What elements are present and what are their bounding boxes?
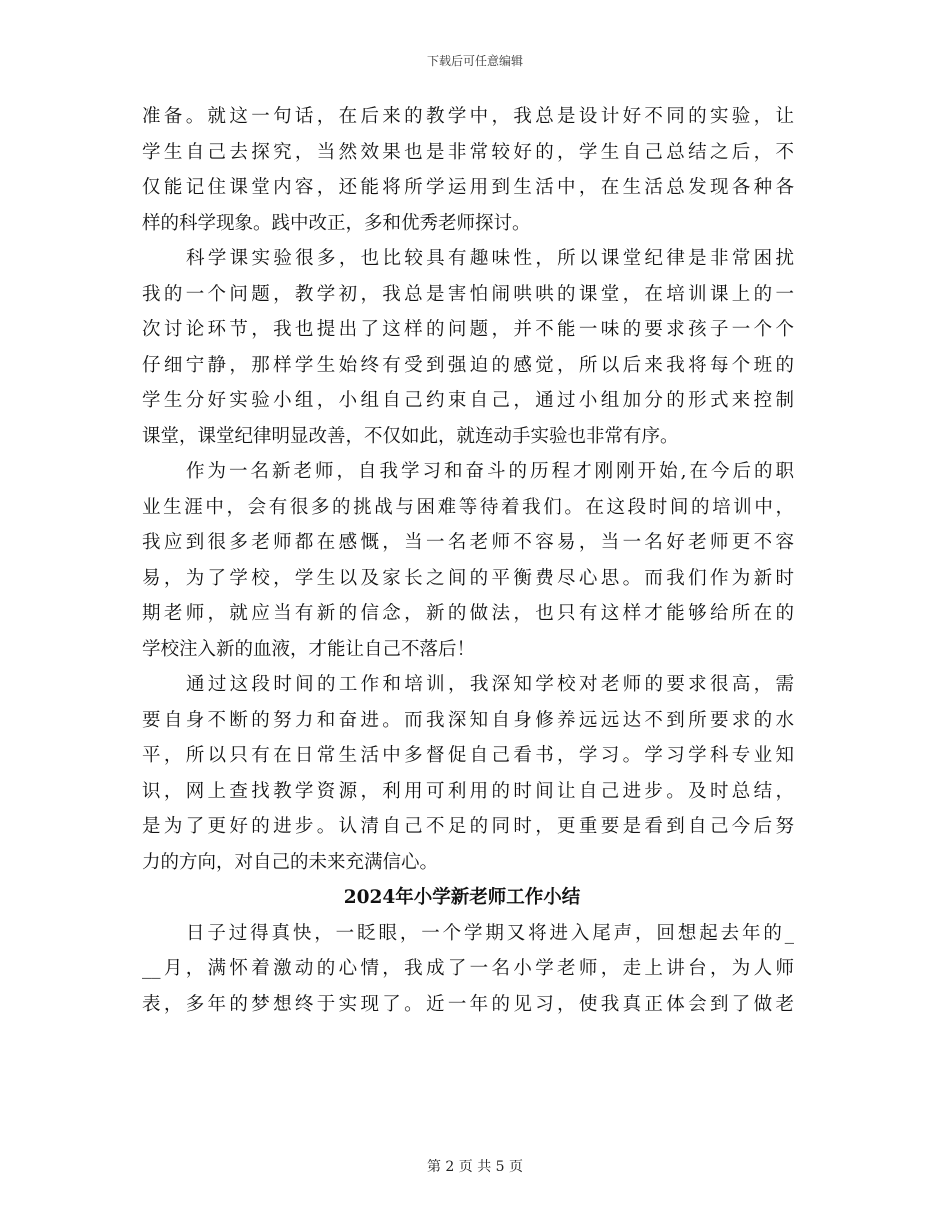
text-line: 我的一个问题，教学初，我总是害怕闹哄哄的课堂，在培训课上的一 xyxy=(142,283,794,305)
text-line: 我应到很多老师都在感慨，当一名老师不容易，当一名好老师更不容 xyxy=(142,532,794,553)
paragraph-3 xyxy=(142,454,794,667)
text-line: 易，为了学校，学生以及家长之间的平衡费尽心思。而我们作为新时 xyxy=(142,567,794,589)
text-line: 日子过得真快，一眨眼，一个学期又将进入尾声，回想起去年的_ xyxy=(186,922,794,944)
text-line: __月，满怀着激动的心情，我成了一名小学老师，走上讲台，为人师 xyxy=(142,958,794,979)
paragraph-5 xyxy=(142,916,794,1023)
text-line: 次讨论环节，我也提出了这样的问题，并不能一味的要求孩子一个个 xyxy=(142,319,794,340)
text-line: 作为一名新老师，自我学习和奋斗的历程才刚刚开始,在今后的职 xyxy=(186,461,794,482)
text-line: 学校注入新的血液，才能让自己不落后！ xyxy=(142,638,476,660)
section-title: 2024年小学新老师工作小结 xyxy=(343,887,581,908)
paragraph-4 xyxy=(142,667,794,880)
text-line: 仅能记住课堂内容，还能将所学运用到生活中，在生活总发现各种各 xyxy=(142,177,794,198)
paragraph-2 xyxy=(142,241,794,454)
text-line: 力的方向，对自己的未来充满信心。 xyxy=(142,851,439,873)
text-line: 平，所以只有在日常生活中多督促自己看书，学习。学习学科专业知 xyxy=(142,745,794,766)
page-number: 第 2 页 共 5 页 xyxy=(426,1159,524,1175)
text-line: 业生涯中，会有很多的挑战与困难等待着我们。在这段时间的培训中， xyxy=(142,496,794,518)
text-line: 是为了更好的进步。认清自己不足的同时，更重要是看到自己今后努 xyxy=(142,816,794,837)
document-body xyxy=(142,99,794,1022)
text-line: 准备。就这一句话，在后来的教学中，我总是设计好不同的实验，让 xyxy=(142,106,794,127)
text-line: 科学课实验很多，也比较具有趣味性，所以课堂纪律是非常困扰 xyxy=(186,248,794,269)
text-line: 课堂，课堂纪律明显改善，不仅如此，就连动手实验也非常有序。 xyxy=(142,425,679,447)
paragraph-1 xyxy=(142,99,794,241)
text-line: 表，多年的梦想终于实现了。近一年的见习，使我真正体会到了做老 xyxy=(142,993,794,1015)
text-line: 通过这段时间的工作和培训，我深知学校对老师的要求很高，需 xyxy=(186,674,794,695)
text-line: 学生分好实验小组，小组自己约束自己，通过小组加分的形式来控制 xyxy=(142,390,794,411)
page-header-note: 下载后可任意编辑 xyxy=(426,54,523,68)
text-line: 仔细宁静，那样学生始终有受到强迫的感觉，所以后来我将每个班的 xyxy=(142,354,794,376)
text-line: 要自身不断的努力和奋进。而我深知自身修养远远达不到所要求的水 xyxy=(142,709,794,731)
text-line: 期老师，就应当有新的信念，新的做法，也只有这样才能够给所在的 xyxy=(142,603,794,624)
text-line: 样的科学现象。践中改正，多和优秀老师探讨。 xyxy=(142,212,531,234)
text-line: 学生自己去探究，当然效果也是非常较好的，学生自己总结之后，不 xyxy=(142,141,794,163)
text-line: 识，网上查找教学资源，利用可利用的时间让自己进步。及时总结， xyxy=(142,780,794,802)
